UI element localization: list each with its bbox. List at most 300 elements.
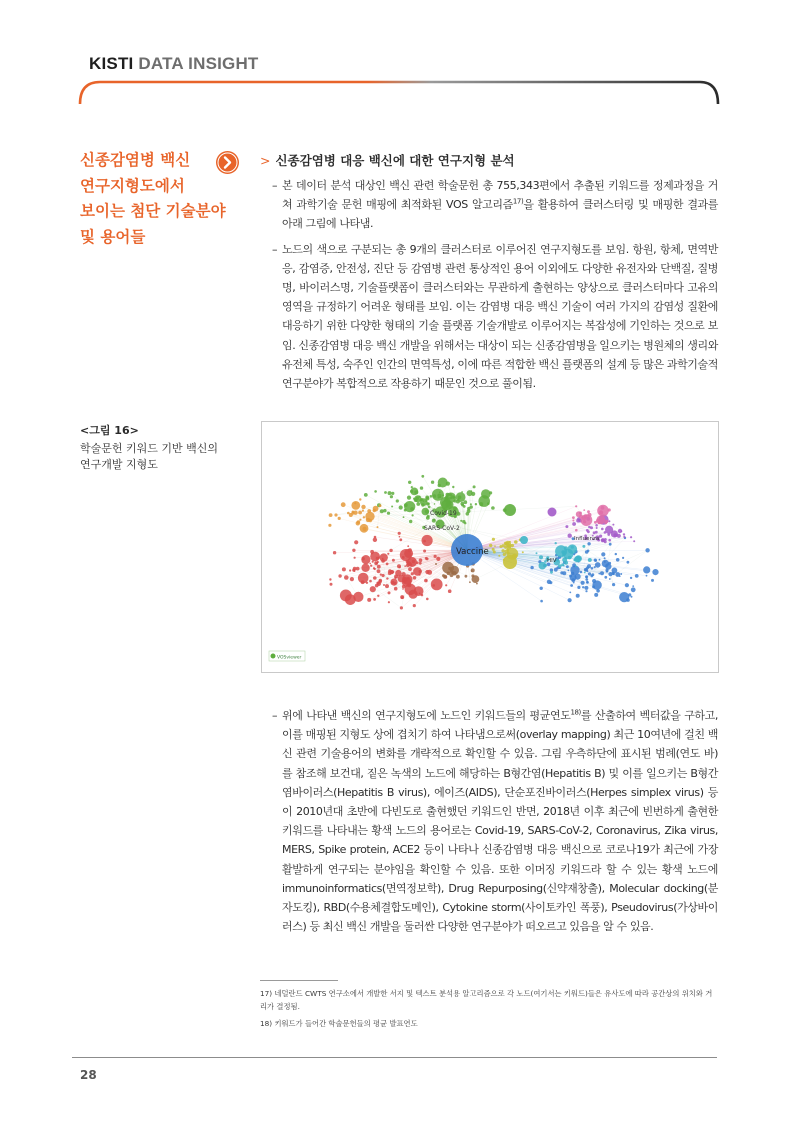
network-node	[608, 539, 611, 542]
network-node	[404, 509, 407, 512]
network-node	[356, 567, 360, 571]
network-node	[583, 520, 586, 523]
network-node	[425, 497, 429, 501]
network-node	[358, 511, 362, 515]
node-label-sarscov2: SARS-CoV-2	[424, 525, 460, 532]
network-node	[340, 590, 352, 602]
bullet-text: 본 데이터 분석 대상인 백신 관련 학술문헌 총 755,343편에서 추출된 키워드를 정제과정을 거쳐 과학기술 문헌 매핑에 최적화된 VOS 알고리즘	[282, 179, 718, 212]
network-node	[426, 580, 428, 582]
network-node	[473, 485, 476, 488]
network-node	[503, 553, 506, 556]
network-node	[467, 490, 473, 496]
network-node	[565, 525, 568, 528]
network-node	[588, 513, 592, 517]
network-node	[423, 500, 425, 502]
network-node	[471, 574, 474, 577]
network-node	[511, 544, 514, 547]
network-node	[352, 569, 355, 572]
network-node	[489, 544, 492, 547]
network-node	[363, 516, 365, 518]
network-node	[601, 528, 604, 531]
network-node	[377, 526, 379, 528]
network-map	[262, 422, 718, 672]
network-node	[582, 517, 586, 521]
network-node	[330, 583, 333, 586]
network-node	[568, 570, 570, 572]
network-node	[587, 542, 590, 545]
footnote-rule	[260, 980, 338, 981]
bullet-text: 노드의 색으로 구분되는 총 9개의 클러스터로 이루어진 연구지형도를 보임. 항원, 항체, 면역반응, 감염증, 안전성, 진단 등 감염병 관련 통상적인 용어 이외에도 다양한 유전자와 단백질, 질병명, 바이러스명, 기술플랫폼이 클러스터와는 무관하게 출현하는 양상으로 클러스터마다 고유의 영역을 규정하기 어려운 형태를 보임. 이는 감염병 대응 백신 기술이 여러 가지의 감염성 질환에 대응하기 위한 다양한 형태의 기술 플랫폼 기술개발로 이루어지는 복잡성에 기인하는 것으로 보임. 신종감염병 대응 백신 개발을 위해서는 대상이 되는 신종감염병을 일으키는 병원체의 생리와 유전체 특성, 숙주인 인간의 면역특성, 이에 따른 적합한 백신 플랫폼의 설계 등 많은 과학기술적 연구분야가 복합적으로 작용하기 때문인 것으로 풀이됨.	[282, 242, 718, 391]
network-node	[390, 579, 397, 586]
network-node	[413, 498, 415, 500]
network-node	[411, 486, 413, 488]
network-node	[489, 491, 492, 494]
network-node	[547, 580, 551, 584]
network-node	[408, 548, 412, 552]
network-node	[399, 538, 402, 541]
network-node	[591, 567, 594, 570]
main-section	[260, 152, 718, 399]
figure-caption	[80, 423, 250, 473]
network-node	[585, 575, 588, 578]
network-node	[478, 495, 490, 507]
network-node	[385, 584, 389, 588]
network-node	[423, 550, 426, 553]
network-node	[592, 579, 596, 583]
network-node	[404, 565, 406, 567]
network-node	[493, 551, 496, 554]
network-node	[408, 567, 412, 571]
network-node	[446, 482, 450, 486]
network-node	[412, 514, 414, 516]
network-hub-node	[504, 504, 516, 516]
network-node	[530, 566, 533, 569]
footnote-18: 18) 키워드가 들어간 학술문헌들의 평균 발표연도	[260, 1019, 418, 1028]
network-node	[358, 573, 369, 584]
network-node	[413, 576, 417, 580]
network-node	[410, 488, 418, 496]
network-node	[612, 524, 614, 526]
footnote-ref: 18)	[570, 708, 581, 717]
network-node	[425, 500, 427, 502]
network-node	[584, 572, 586, 574]
network-node	[569, 575, 572, 578]
network-node	[605, 520, 608, 523]
network-node	[436, 557, 440, 561]
network-node	[413, 567, 422, 576]
network-node	[341, 502, 346, 507]
network-node	[576, 594, 580, 598]
network-node	[494, 545, 496, 547]
network-node	[361, 564, 369, 572]
network-node	[536, 552, 538, 554]
network-node	[575, 529, 578, 532]
network-node	[587, 530, 590, 533]
network-node	[407, 545, 409, 547]
network-node	[377, 561, 379, 563]
network-node	[425, 570, 429, 574]
network-node	[394, 577, 396, 579]
side-title-line: 연구지형도에서	[80, 176, 185, 195]
network-node	[364, 493, 368, 497]
network-node	[396, 499, 399, 502]
network-node	[402, 588, 404, 590]
network-node	[382, 574, 385, 577]
network-node	[379, 504, 382, 507]
network-node	[569, 592, 571, 594]
network-node	[591, 573, 594, 576]
node-label-covid: Covid-19	[430, 510, 457, 517]
network-node	[583, 509, 585, 511]
network-node	[635, 574, 639, 578]
network-node	[540, 600, 543, 603]
network-node	[568, 598, 572, 602]
network-node	[387, 512, 390, 515]
network-node	[433, 519, 435, 521]
network-node	[397, 564, 401, 568]
network-node	[585, 590, 587, 592]
network-node	[620, 573, 622, 575]
network-node	[588, 558, 592, 562]
network-node	[470, 503, 472, 505]
network-node	[334, 513, 337, 516]
network-node	[475, 503, 477, 505]
network-node	[604, 557, 606, 559]
network-node	[573, 582, 575, 584]
network-node	[383, 509, 386, 512]
footer-rule	[72, 1057, 717, 1058]
network-node	[587, 510, 590, 513]
page-number: 28	[80, 1068, 97, 1082]
network-node	[439, 491, 441, 493]
network-node	[643, 566, 650, 573]
analysis-section	[260, 706, 718, 942]
network-node	[607, 533, 610, 536]
network-node	[359, 498, 361, 500]
network-node	[388, 591, 391, 594]
network-node	[342, 567, 346, 571]
network-node	[645, 548, 649, 552]
network-node	[630, 577, 632, 579]
network-node	[434, 555, 437, 558]
network-node	[380, 574, 382, 576]
figure-caption-line: 연구개발 지형도	[80, 458, 158, 471]
network-node	[359, 519, 361, 521]
network-node	[616, 558, 620, 562]
network-node	[448, 589, 452, 593]
network-node	[431, 481, 434, 484]
network-node	[430, 495, 433, 498]
bullet-paragraph	[260, 176, 718, 234]
network-node	[619, 575, 621, 577]
network-node	[586, 581, 589, 584]
network-node	[522, 551, 524, 553]
logo-text: VOSviewer	[277, 655, 302, 661]
network-node	[386, 577, 388, 579]
network-node	[370, 565, 372, 567]
network-node	[561, 563, 564, 566]
brand-name: KISTI	[89, 54, 134, 73]
network-node	[416, 502, 420, 506]
network-node	[442, 494, 444, 496]
network-node	[373, 598, 376, 601]
network-node	[592, 585, 595, 588]
network-node	[601, 552, 605, 556]
network-node	[354, 557, 356, 559]
network-node	[408, 481, 411, 484]
network-node	[471, 570, 473, 572]
network-node	[460, 520, 462, 522]
network-node	[604, 576, 607, 579]
network-node	[428, 506, 431, 509]
bullet-paragraph	[260, 240, 718, 394]
network-node	[622, 557, 624, 559]
network-node	[539, 555, 543, 559]
network-node	[374, 490, 377, 493]
section-heading	[260, 152, 718, 170]
footnote-17: 17) 네덜란드 CWTS 연구소에서 개발한 서지 및 텍스트 분석용 알고리즘으로 각 노드(여기서는 키워드)들은 유사도에 따라 공간상의 위치와 거리가 결정됨.	[260, 989, 713, 1011]
network-node	[380, 509, 384, 513]
network-node	[632, 585, 634, 587]
network-node	[369, 563, 371, 565]
network-node	[646, 575, 648, 577]
network-node	[422, 508, 430, 516]
network-node	[631, 596, 633, 598]
network-node	[367, 598, 371, 602]
network-node	[389, 549, 392, 552]
network-node	[470, 505, 473, 508]
network-node	[568, 534, 572, 538]
network-node	[443, 575, 447, 579]
network-node	[457, 512, 461, 516]
network-node	[427, 503, 429, 505]
network-node	[344, 575, 349, 580]
network-node	[609, 578, 611, 580]
network-node	[625, 583, 629, 587]
network-node	[562, 571, 566, 575]
network-node	[409, 520, 412, 523]
network-node	[369, 580, 372, 583]
network-node	[394, 587, 398, 591]
network-node	[652, 569, 658, 575]
network-node	[623, 536, 625, 538]
network-node	[387, 553, 389, 555]
network-node	[456, 492, 466, 502]
network-node	[383, 584, 385, 586]
bullet-text: 위에 나타낸 백신의 연구지형도에 노드인 키워드들의 평균연도	[282, 709, 571, 722]
node-label-hiv: HIV	[547, 558, 557, 564]
network-node	[423, 540, 426, 543]
network-node	[382, 558, 384, 560]
network-node	[564, 557, 566, 559]
network-node	[373, 567, 375, 569]
network-node	[466, 512, 470, 516]
network-node	[601, 539, 605, 543]
network-node	[329, 513, 333, 517]
bullet-text: 을 활용하여 클러스터링 및 매핑한 결과를 아래 그림에 나타냄.	[282, 198, 718, 231]
network-node	[627, 561, 630, 564]
network-node	[407, 496, 411, 500]
footnote-ref: 17)	[512, 197, 524, 206]
network-node	[598, 573, 600, 575]
network-node	[347, 512, 350, 515]
network-node	[577, 586, 580, 589]
network-node	[377, 569, 381, 573]
header-brand	[89, 54, 259, 74]
network-node	[618, 529, 622, 533]
network-node	[554, 568, 558, 572]
network-node	[615, 553, 617, 555]
network-node	[582, 545, 585, 548]
heading-arrow: >	[260, 153, 271, 168]
network-node	[581, 581, 585, 585]
network-node	[426, 598, 429, 601]
network-node	[399, 536, 401, 538]
heading-text: 신종감염병 대응 백신에 대한 연구지형 분석	[275, 153, 515, 168]
network-node	[539, 562, 547, 570]
network-node	[631, 587, 636, 592]
network-edges	[335, 476, 656, 608]
network-node	[391, 506, 393, 508]
network-node	[566, 565, 569, 568]
network-node	[371, 553, 373, 555]
network-node	[388, 491, 392, 495]
network-node	[419, 562, 422, 565]
network-node	[557, 560, 559, 562]
network-node	[421, 475, 424, 478]
network-node	[600, 571, 604, 575]
network-node	[609, 543, 612, 546]
network-node	[476, 583, 478, 585]
network-map-figure	[261, 421, 719, 673]
network-node	[419, 496, 421, 498]
network-node	[608, 520, 610, 522]
network-node	[373, 538, 377, 542]
network-node	[328, 524, 331, 527]
network-node	[612, 568, 618, 574]
network-node	[403, 516, 405, 518]
bullet-dash: –	[272, 242, 278, 256]
network-node	[338, 517, 341, 520]
network-node	[431, 579, 443, 591]
network-node	[422, 535, 433, 546]
network-node	[576, 511, 582, 517]
network-node	[612, 583, 615, 586]
network-node	[401, 596, 404, 599]
network-node	[435, 563, 437, 565]
network-node	[571, 578, 575, 582]
network-node	[352, 549, 355, 552]
network-node	[481, 505, 483, 507]
network-node	[393, 582, 396, 585]
network-node	[502, 544, 505, 547]
network-node	[469, 581, 471, 583]
network-node	[595, 524, 598, 527]
network-hub-node	[407, 557, 417, 567]
network-node	[599, 510, 603, 514]
network-node	[400, 606, 403, 609]
network-node	[398, 532, 401, 535]
network-node	[452, 571, 456, 575]
network-node	[596, 589, 600, 593]
bullet-paragraph	[260, 706, 718, 936]
network-node	[434, 503, 436, 505]
network-hub-node	[520, 536, 528, 544]
network-node	[608, 562, 611, 565]
network-node	[580, 571, 583, 574]
network-node	[361, 505, 365, 509]
network-node	[361, 555, 370, 564]
network-node	[373, 506, 379, 512]
network-node	[365, 512, 374, 521]
network-node	[413, 604, 416, 607]
network-node	[606, 570, 608, 572]
vosviewer-logo	[269, 651, 305, 661]
network-node	[384, 491, 387, 494]
figure-caption-line: 학술문헌 키워드 기반 백신의	[80, 442, 219, 455]
network-node	[402, 577, 407, 582]
network-node	[377, 565, 381, 569]
network-node	[388, 571, 392, 575]
network-node	[381, 559, 385, 563]
bullet-dash: –	[272, 709, 278, 722]
network-node	[492, 548, 495, 551]
network-node	[570, 584, 573, 587]
network-node	[594, 559, 597, 562]
network-node	[452, 486, 454, 488]
network-node	[354, 540, 358, 544]
network-node	[626, 598, 630, 602]
network-node	[465, 575, 468, 578]
network-node	[441, 500, 452, 511]
footnotes	[260, 988, 718, 1036]
network-node	[388, 601, 390, 603]
network-node	[617, 534, 621, 538]
network-node	[651, 579, 654, 582]
network-node	[594, 566, 596, 568]
network-node	[582, 586, 584, 588]
bullet-text: 를 산출하여 벡터값을 구하고, 이를 매핑된 지형도 상에 겹치기 하여 나타냄으로써(overlay mapping) 최근 10여년에 걸친 백신 관련 기술용어의 변화를 개략적으로 확인할 수 있음. 그림 우측하단에 표시된 범례(연도 바)를 참조해 보건대, 짙은 녹색의 노드에 해당하는 B형간염(Hepatitis B) 및 이를 일으키는 B형간염바이러스(Hepatitis B virus), 에이즈(AIDS), 단순포진바이러스(Herpes simplex virus) 등이 2010년대 초반에 다빈도로 출현했던 키워드인 반면, 2018년 이후 최근에 빈번하게 출현한 키워드를 나타내는 황색 노드의 용어로는 Covid-19, SARS-CoV-2, Coronavirus, Zika virus, MERS, Spike protein, ACE2 등이 나타나 신종감염병 대응 백신으로 코로나19가 최근에 가장 활발하게 연구되는 분야임을 확인할 수 있음. 또한 이머징 키워드라 할 수 있는 황색 노드에 immunoinformatics(면역정보학), Drug Repurposing(신약재창출), Molecular docking(분자도킹), RBD(수용체결합도메인), Cytokine storm(사이토카인 폭풍), Pseudovirus(가상바이러스) 등 최신 백신 개발을 둘러싼 다양한 연구분야가 떠오르고 있음을 알 수 있음.	[282, 709, 718, 934]
network-node	[509, 541, 511, 543]
network-node	[460, 502, 464, 506]
network-node	[386, 563, 389, 566]
network-node	[550, 571, 553, 574]
network-node	[399, 505, 403, 509]
network-node	[595, 531, 598, 534]
network-node	[577, 556, 580, 559]
network-node	[588, 572, 591, 575]
network-node	[453, 499, 456, 502]
network-node	[464, 522, 466, 524]
network-node	[540, 587, 543, 590]
brand-subtitle: DATA INSIGHT	[138, 54, 259, 73]
network-node	[584, 586, 588, 590]
bullet-dash: –	[272, 179, 278, 192]
network-node	[594, 593, 598, 597]
network-node	[575, 565, 577, 567]
network-node	[498, 555, 500, 557]
side-title-line: 보이는 첨단 기술분야	[80, 202, 226, 220]
network-hub-node	[503, 555, 517, 569]
network-node	[514, 540, 518, 544]
network-node	[373, 576, 377, 580]
network-node	[491, 506, 495, 510]
network-node	[378, 557, 380, 559]
network-node	[599, 559, 601, 561]
network-node	[508, 542, 510, 544]
chevron-right-circle-icon	[215, 150, 240, 175]
side-title-line: 및 용어들	[80, 227, 146, 246]
